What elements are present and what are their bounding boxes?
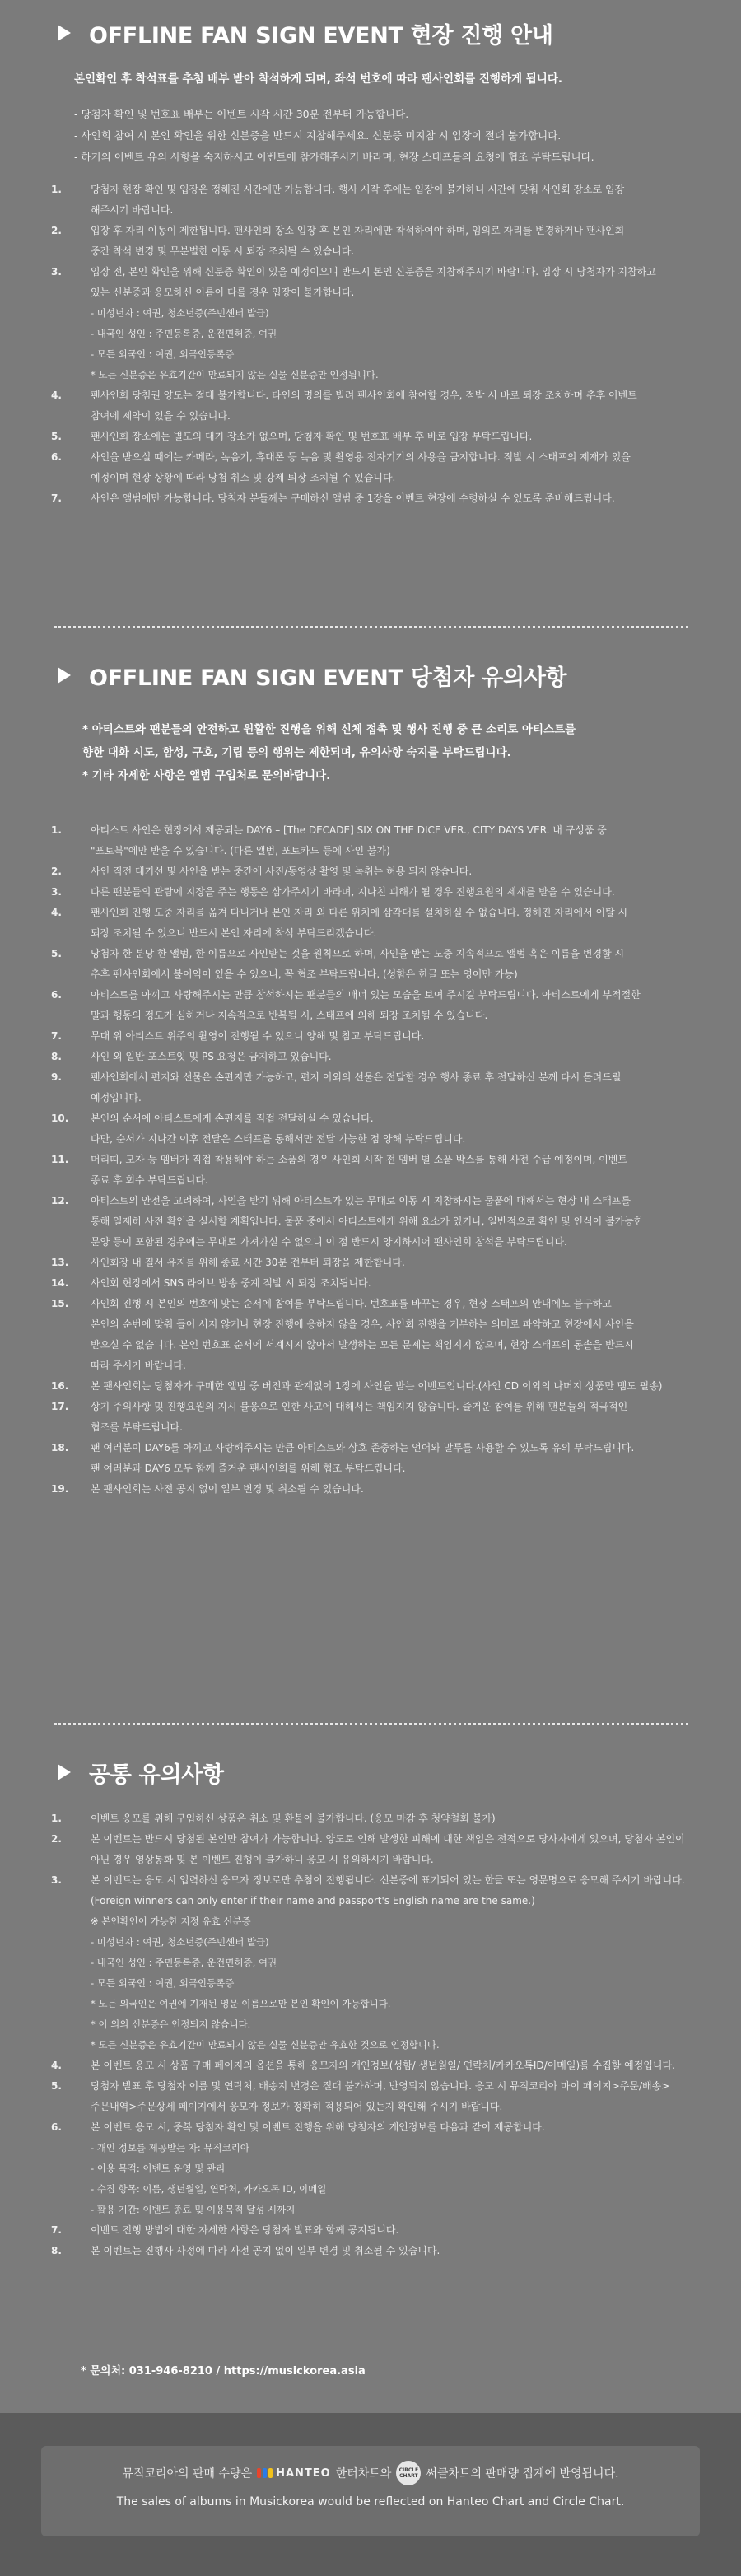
item-line: 팬 여러분과 DAY6 모두 함께 즐거운 팬사인회를 위해 협조 부탁드립니다. xyxy=(91,1463,406,1474)
item-text xyxy=(91,1108,701,1150)
list-item xyxy=(51,882,701,903)
item-subline: - 미성년자 : 여권, 청소년증(주민센터 발급) xyxy=(91,1936,269,1948)
item-text xyxy=(91,882,701,903)
item-subline: * 모든 신분증은 유효기간이 만료되지 않은 실물 신분증만 인정됩니다. xyxy=(91,369,379,380)
item-line: 주문내역>주문상세 페이지에서 응모자 정보가 정확히 적용되어 있는지 확인해 주시기 바랍니다. xyxy=(91,2101,503,2112)
section2-lead xyxy=(82,718,576,787)
item-number: 2. xyxy=(51,225,62,236)
item-line: "포토북"에만 받을 수 있습니다. (다른 앨범, 포토카드 등에 사인 불가) xyxy=(91,845,390,856)
item-line: 사인회 현장에서 SNS 라이브 방송 중계 적발 시 퇴장 조치됩니다. xyxy=(91,1277,371,1289)
item-line: 사인은 앨범에만 가능합니다. 당첨자 분들께는 구매하신 앨범 중 1장을 이벤트 현장에 수령하실 수 있도록 준비해드립니다. xyxy=(91,492,615,504)
item-line: 해주시기 바랍니다. xyxy=(91,204,174,216)
item-text xyxy=(91,985,701,1026)
list-item xyxy=(51,2220,701,2241)
item-text xyxy=(91,861,701,882)
list-item xyxy=(51,2241,701,2261)
item-number: 5. xyxy=(51,2080,62,2092)
item-text xyxy=(91,2220,701,2241)
item-line: 당첨자 발표 후 당첨자 이름 및 연락처, 배송지 변경은 절대 불가하며, 반영되지 않습니다. 응모 시 뮤직코리아 마이 페이지>주문/배송> xyxy=(91,2080,670,2092)
footer-line1: 뮤직코리아의 판매 수량은 HANTEO 한터차트와 CIRCLE CHART 써클차트의 판매량 집계에 반영됩니다. xyxy=(41,2461,700,2485)
item-number: 15. xyxy=(51,1298,69,1309)
section2-list xyxy=(51,820,701,1500)
item-number: 5. xyxy=(51,431,62,442)
item-line: 종료 후 회수 부탁드립니다. xyxy=(91,1174,208,1186)
list-item xyxy=(51,903,701,944)
list-item xyxy=(51,427,701,447)
item-text xyxy=(91,2241,701,2261)
item-line: 말과 행동의 정도가 심하거나 지속적으로 반복될 시, 스태프에 의해 퇴장 조치될 수 있습니다. xyxy=(91,1010,488,1021)
item-subline: - 활용 기간: 이벤트 종료 및 이용목적 달성 시까지 xyxy=(91,2204,296,2215)
list-item xyxy=(51,1438,701,1479)
item-text xyxy=(91,1026,701,1047)
hanteo-logo: HANTEO xyxy=(257,2467,331,2480)
item-line: 중간 착석 변경 및 무분별한 이동 시 퇴장 조치될 수 있습니다. xyxy=(91,245,355,257)
item-line: 퇴장 조치될 수 있으니 반드시 본인 자리에 착석 부탁드리겠습니다. xyxy=(91,927,377,939)
item-line: 무대 위 아티스트 위주의 촬영이 진행될 수 있으니 양해 및 참고 부탁드립니다. xyxy=(91,1030,425,1042)
item-line: 이벤트 응모를 위해 구입하신 상품은 취소 및 환불이 불가합니다. (응모 마감 후 청약철회 불가) xyxy=(91,1813,496,1824)
item-number: 4. xyxy=(51,2060,62,2071)
item-line: 아닌 경우 영상통화 및 본 이벤트 진행이 불가하니 응모 시 유의하시기 바랍니다. xyxy=(91,1854,434,1865)
item-line: 팬사인회 당첨권 양도는 절대 불가합니다. 타인의 명의를 빌려 팬사인회에 참여할 경우, 적발 시 바로 퇴장 조치하며 추후 이벤트 xyxy=(91,390,637,401)
hanteo-logo-mark-icon xyxy=(257,2468,273,2478)
item-line: 사인을 받으실 때에는 카메라, 녹음기, 휴대폰 등 녹음 및 촬영용 전자기기의 사용을 금지합니다. 적발 시 스태프의 제재가 있을 xyxy=(91,451,631,463)
list-item xyxy=(51,1026,701,1047)
item-line: 본 팬사인회는 사전 공지 없이 일부 변경 및 취소될 수 있습니다. xyxy=(91,1483,364,1495)
item-line: 본 이벤트 응모 시, 중복 당첨자 확인 및 이벤트 진행을 위해 당첨자의 개인정보를 다음과 같이 제공합니다. xyxy=(91,2121,545,2133)
item-number: 2. xyxy=(51,1833,62,1845)
triangle-bullet-icon xyxy=(58,1764,71,1780)
item-line: 통해 일제히 사전 확인을 실시할 계획입니다. 물품 중에서 아티스트에게 위해 요소가 있거나, 일반적으로 확인 및 인식이 불가능한 xyxy=(91,1216,644,1227)
triangle-bullet-icon xyxy=(58,25,71,41)
item-line: 사인 직전 대기선 및 사인을 받는 중간에 사진/동영상 촬영 및 녹취는 허용 되지 않습니다. xyxy=(91,866,473,877)
item-text xyxy=(91,1191,701,1253)
intro-line: - 하기의 이벤트 유의 사항을 숙지하시고 이벤트에 참가해주시기 바라며, 현장 스태프들의 요청에 협조 부탁드립니다. xyxy=(74,151,594,163)
item-line: 받으실 수 없습니다. 본인 번호표 순서에 서계시지 않아서 발생하는 모든 문제는 책임지지 않으며, 현장 스태프의 통솔을 반드시 xyxy=(91,1339,634,1351)
item-subline: - 내국인 성인 : 주민등록증, 운전면허증, 여권 xyxy=(91,328,277,339)
item-line: 입장 후 자리 이동이 제한됩니다. 팬사인회 장소 입장 후 본인 자리에만 착석하여야 하며, 임의로 자리를 변경하거나 팬사인회 xyxy=(91,225,625,236)
list-item xyxy=(51,447,701,488)
hanteo-dot xyxy=(263,2468,267,2478)
item-text xyxy=(91,1376,701,1397)
intro-line: - 당첨자 확인 및 번호표 배부는 이벤트 시작 시간 30분 전부터 가능합니다. xyxy=(74,108,409,120)
item-subline: - 모든 외국인 : 여권, 외국인등록증 xyxy=(91,1977,235,1989)
item-line: 다른 팬분들의 관람에 지장을 주는 행동은 삼가주시기 바라며, 지나친 피해가 될 경우 진행요원의 제재를 받을 수 있습니다. xyxy=(91,886,615,898)
section1-lead: 본인확인 후 착석표를 추첨 배부 받아 착석하게 되며, 좌석 번호에 따라 팬사인회를 진행하게 됩니다. xyxy=(74,72,562,86)
item-text xyxy=(91,2056,701,2076)
item-text xyxy=(91,1067,701,1108)
list-item xyxy=(51,1808,701,1829)
triangle-bullet-icon xyxy=(58,667,71,684)
list-item xyxy=(51,861,701,882)
item-line: 팬 여러분이 DAY6를 아끼고 사랑해주시는 만큼 아티스트와 상호 존중하는 언어와 말투를 사용할 수 있도록 유의 부탁드립니다. xyxy=(91,1442,635,1454)
item-line: 있는 신분증과 응모하신 이름이 다를 경우 입장이 불가합니다. xyxy=(91,287,355,298)
item-number: 4. xyxy=(51,390,62,401)
item-text xyxy=(91,427,701,447)
item-text xyxy=(91,1397,701,1438)
item-line: 문양 등이 포함된 경우에는 무대로 가져가실 수 없으니 이 점 반드시 양지하시어 팬사인회 참석을 부탁드립니다. xyxy=(91,1236,567,1248)
list-item xyxy=(51,1067,701,1108)
item-line: 협조를 부탁드립니다. xyxy=(91,1421,183,1433)
item-text xyxy=(91,447,701,488)
section-divider xyxy=(54,626,688,628)
hanteo-dot xyxy=(268,2468,273,2478)
intro-line: * 아티스트와 팬분들의 안전하고 원활한 진행을 위해 신체 접촉 및 행사 진행 중 큰 소리로 아티스트를 xyxy=(82,723,576,736)
item-text xyxy=(91,488,701,509)
item-text xyxy=(91,1273,701,1294)
item-subline: - 미성년자 : 여권, 청소년증(주민센터 발급) xyxy=(91,307,269,319)
item-line: 팬사인회에서 편지와 선물은 손편지만 가능하고, 편지 이외의 선물은 전달할 경우 행사 종료 후 전달하신 분께 다시 돌려드릴 xyxy=(91,1071,622,1083)
item-subline: - 수집 항목: 이름, 생년월일, 연락처, 카카오톡 ID, 이메일 xyxy=(91,2183,327,2195)
item-number: 7. xyxy=(51,492,62,504)
item-line: 아티스트 사인은 현장에서 제공되는 DAY6 – [The DECADE] SIX ON THE DICE VER., CITY DAYS VER. 내 구성품 중 xyxy=(91,824,607,836)
list-item xyxy=(51,2117,701,2220)
list-item xyxy=(51,1294,701,1376)
list-item xyxy=(51,221,701,262)
item-line: 머리띠, 모자 등 멤버가 직접 착용해야 하는 소품의 경우 사인회 시작 전 멤버 별 소품 박스를 통해 사전 수급 예정이며, 이벤트 xyxy=(91,1154,627,1165)
item-text xyxy=(91,903,701,944)
item-subline: - 모든 외국인 : 여권, 외국인등록증 xyxy=(91,348,235,360)
section2-title: OFFLINE FAN SIGN EVENT 당첨자 유의사항 xyxy=(58,659,566,692)
item-number: 18. xyxy=(51,1442,69,1454)
item-text xyxy=(91,1870,701,2056)
item-number: 16. xyxy=(51,1380,69,1392)
circle-chart-logo: CIRCLE CHART xyxy=(396,2461,421,2485)
item-line: 본인의 순서에 아티스트에게 손편지를 직접 전달하실 수 있습니다. xyxy=(91,1113,374,1124)
footer-banner xyxy=(0,2413,741,2576)
list-item xyxy=(51,1870,701,2056)
item-number: 14. xyxy=(51,1277,69,1289)
item-line: 따라 주시기 바랍니다. xyxy=(91,1360,186,1371)
item-line: 팬사인회 진행 도중 자리를 옮겨 다니거나 본인 자리 외 다른 위치에 삼각대를 설치하실 수 없습니다. 정해진 자리에서 이탈 시 xyxy=(91,907,628,918)
contact-info: * 문의처: 031-946-8210 / https://musickorea.asia xyxy=(81,2365,366,2378)
item-number: 6. xyxy=(51,989,62,1001)
list-item xyxy=(51,1253,701,1273)
item-line: 당첨자 한 분당 한 앨범, 한 이름으로 사인받는 것을 원칙으로 하며, 사인을 받는 도중 지속적으로 앨범 혹은 이름을 변경할 시 xyxy=(91,948,625,959)
list-item xyxy=(51,1829,701,1870)
section-divider xyxy=(54,1723,688,1725)
item-line: 사인 외 일반 포스트잇 및 PS 요청은 금지하고 있습니다. xyxy=(91,1051,332,1062)
item-text xyxy=(91,820,701,861)
item-subline: * 모든 외국인은 여권에 기재된 영문 이름으로만 본인 확인이 가능합니다. xyxy=(91,1998,391,2009)
item-number: 1. xyxy=(51,1813,62,1824)
list-item xyxy=(51,1376,701,1397)
item-line: 아티스트를 아끼고 사랑해주시는 만큼 참석하시는 팬분들의 매너 있는 모습을 보여 주시길 부탁드립니다. 아티스트에게 부적절한 xyxy=(91,989,641,1001)
item-subline: * 모든 신분증은 유효기간이 만료되지 않은 실물 신분증만 유효한 것으로 인정합니다. xyxy=(91,2039,440,2051)
item-subline: ※ 본인확인이 가능한 지정 유효 신분증 xyxy=(91,1916,251,1927)
item-line: 사인회 진행 시 본인의 번호에 맞는 순서에 참여를 부탁드립니다. 번호표를 바꾸는 경우, 현장 스태프의 안내에도 불구하고 xyxy=(91,1298,612,1309)
item-line: 입장 전, 본인 확인을 위해 신분증 확인이 있을 예정이오니 반드시 본인 신분증을 지참해주시기 바랍니다. 입장 시 당첨자가 지참하고 xyxy=(91,266,656,278)
item-number: 17. xyxy=(51,1401,69,1412)
item-line: 추후 팬사인회에서 불이익이 있을 수 있으니, 꼭 협조 부탁드립니다. (성함은 한글 또는 영어만 가능) xyxy=(91,968,518,980)
item-subline: - 이용 목적: 이벤트 운영 및 관리 xyxy=(91,2163,226,2174)
section3-list xyxy=(51,1808,701,2261)
item-number: 6. xyxy=(51,2121,62,2133)
item-text xyxy=(91,180,701,221)
item-text xyxy=(91,1294,701,1376)
section3-title: 공통 유의사항 xyxy=(58,1756,224,1789)
item-number: 13. xyxy=(51,1257,69,1268)
item-text xyxy=(91,1438,701,1479)
item-line: 본 이벤트는 반드시 당첨된 본인만 참여가 가능합니다. 양도로 인해 발생한 피해에 대한 책임은 전적으로 당사자에게 있으며, 당첨자 본인이 xyxy=(91,1833,685,1845)
item-line: 본 팬사인회는 당첨자가 구매한 앨범 중 버전과 관계없이 1장에 사인을 받는 이벤트입니다.(사인 CD 이외의 나머지 상품만 멤도 필송) xyxy=(91,1380,663,1392)
item-number: 6. xyxy=(51,451,62,463)
item-text xyxy=(91,1808,701,1829)
section1-list xyxy=(51,180,701,509)
intro-line: - 사인회 참여 시 본인 확인을 위한 신분증을 반드시 지참해주세요. 신분증 미지참 시 입장이 절대 불가합니다. xyxy=(74,129,562,142)
intro-line: * 기타 자세한 사항은 앨범 구입처로 문의바랍니다. xyxy=(82,769,331,782)
item-text xyxy=(91,1150,701,1191)
list-item xyxy=(51,180,701,221)
item-subline: - 내국인 성인 : 주민등록증, 운전면허증, 여권 xyxy=(91,1957,277,1968)
list-item xyxy=(51,1150,701,1191)
item-number: 1. xyxy=(51,824,62,836)
item-subline: * 이 외의 신분증은 인정되지 않습니다. xyxy=(91,2018,251,2030)
footer-line2: The sales of albums in Musickorea would be reflected on Hanteo Chart and Circle Chart. xyxy=(116,2495,625,2508)
item-line: 참여에 제약이 있을 수 있습니다. xyxy=(91,410,231,422)
list-item xyxy=(51,262,701,385)
item-number: 1. xyxy=(51,184,62,195)
item-text xyxy=(91,944,701,985)
section1-intro xyxy=(74,104,594,168)
item-text xyxy=(91,1253,701,1273)
section1-title: OFFLINE FAN SIGN EVENT 현장 진행 안내 xyxy=(58,16,553,49)
item-number: 5. xyxy=(51,948,62,959)
list-item xyxy=(51,1191,701,1253)
item-line: 본 이벤트 응모 시 상품 구매 페이지의 옵션을 통해 응모자의 개인정보(성함/ 생년월일/ 연락처/카카오톡ID/이메일)를 수집할 예정입니다. xyxy=(91,2060,675,2071)
item-text xyxy=(91,1829,701,1870)
item-number: 3. xyxy=(51,1874,62,1886)
item-line: 본인의 순번에 맞춰 들어 서지 않거나 현장 진행에 응하지 않을 경우, 사인회 진행을 거부하는 의미로 파악하고 현장에서 사인을 xyxy=(91,1318,634,1330)
item-line: 본 이벤트는 진행사 사정에 따라 사전 공지 없이 일부 변경 및 취소될 수 있습니다. xyxy=(91,2245,440,2256)
list-item xyxy=(51,1108,701,1150)
item-text xyxy=(91,1047,701,1067)
list-item xyxy=(51,1273,701,1294)
item-text xyxy=(91,385,701,427)
item-number: 19. xyxy=(51,1483,69,1495)
footer-box xyxy=(41,2446,700,2536)
list-item xyxy=(51,1479,701,1500)
hanteo-dot xyxy=(257,2468,261,2478)
list-item xyxy=(51,2056,701,2076)
list-item xyxy=(51,2076,701,2117)
item-line: 예정이며 현장 상황에 따라 당첨 취소 및 강제 퇴장 조치될 수 있습니다. xyxy=(91,472,396,483)
list-item xyxy=(51,1397,701,1438)
item-text xyxy=(91,262,701,385)
item-line: 예정입니다. xyxy=(91,1092,142,1104)
item-number: 8. xyxy=(51,1051,62,1062)
item-number: 12. xyxy=(51,1195,69,1206)
item-number: 11. xyxy=(51,1154,69,1165)
item-text xyxy=(91,1479,701,1500)
item-number: 4. xyxy=(51,907,62,918)
item-line: 다만, 순서가 지나간 이후 전달은 스태프를 통해서만 전달 가능한 점 양해 부탁드립니다. xyxy=(91,1133,466,1145)
item-number: 10. xyxy=(51,1113,69,1124)
list-item xyxy=(51,488,701,509)
intro-line: 향한 대화 시도, 함성, 구호, 기립 등의 행위는 제한되며, 유의사항 숙지를 부탁드립니다. xyxy=(82,746,511,759)
item-number: 9. xyxy=(51,1071,62,1083)
list-item xyxy=(51,985,701,1026)
item-text xyxy=(91,2076,701,2117)
list-item xyxy=(51,820,701,861)
item-line: 본 이벤트는 응모 시 입력하신 응모자 정보로만 추첨이 진행됩니다. 신분증에 표기되어 있는 한글 또는 영문명으로 응모해 주시기 바랍니다. xyxy=(91,1874,685,1886)
list-item xyxy=(51,1047,701,1067)
item-line: 팬사인회 장소에는 별도의 대기 장소가 없으며, 당첨자 확인 및 번호표 배부 후 바로 입장 부탁드립니다. xyxy=(91,431,533,442)
item-number: 7. xyxy=(51,1030,62,1042)
item-number: 3. xyxy=(51,266,62,278)
item-line: 당첨자 현장 확인 및 입장은 정해진 시간에만 가능합니다. 행사 시작 후에는 입장이 불가하니 시간에 맞춰 사인회 장소로 입장 xyxy=(91,184,625,195)
item-number: 3. xyxy=(51,886,62,898)
item-line: 아티스트의 안전을 고려하여, 사인을 받기 위해 아티스트가 있는 무대로 이동 시 지참하시는 물품에 대해서는 현장 내 스태프를 xyxy=(91,1195,631,1206)
item-line: 이벤트 진행 방법에 대한 자세한 사항은 당첨자 발표와 함께 공지됩니다. xyxy=(91,2224,399,2236)
item-text xyxy=(91,2117,701,2220)
item-text xyxy=(91,221,701,262)
item-number: 8. xyxy=(51,2245,62,2256)
item-line: 사인회장 내 질서 유지를 위해 종료 시간 30분 전부터 퇴장을 제한합니다. xyxy=(91,1257,405,1268)
item-number: 7. xyxy=(51,2224,62,2236)
item-subline: - 개인 정보를 제공받는 자: 뮤직코리아 xyxy=(91,2142,249,2154)
item-line: (Foreign winners can only enter if their name and passport's English name are the same.) xyxy=(91,1895,535,1906)
item-number: 2. xyxy=(51,866,62,877)
item-line: 상기 주의사항 및 진행요원의 지시 불응으로 인한 사고에 대해서는 책임지지 않습니다. 즐거운 참여를 위해 팬분들의 적극적인 xyxy=(91,1401,628,1412)
list-item xyxy=(51,385,701,427)
list-item xyxy=(51,944,701,985)
